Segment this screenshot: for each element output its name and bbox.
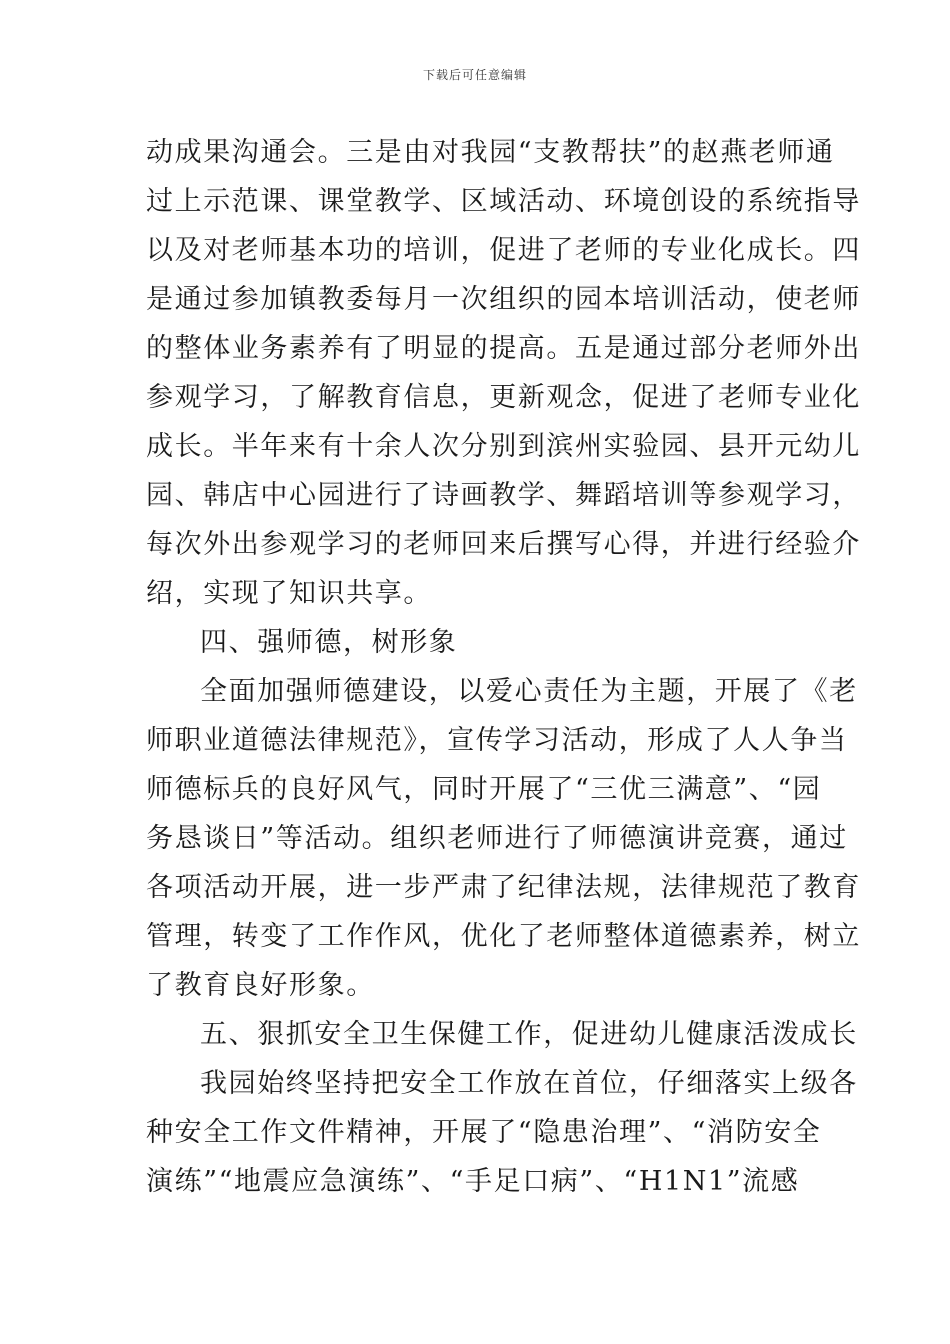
header-note: 下载后可任意编辑 [422,68,527,82]
text-line: 师职业道德法律规范》，宣传学习活动，形成了人人争当 [146,725,848,756]
text-line: 参观学习，了解教育信息，更新观念，促进了老师专业化 [146,382,861,413]
text-line: 各项活动开展，进一步严肃了纪律法规，法律规范了教育 [146,872,861,903]
paragraph-start: 全面加强师德建设，以爱心责任为主题，开展了《老 [200,676,858,707]
paragraph-start: 我园始终坚持把安全工作放在首位，仔细落实上级各 [200,1068,858,1099]
text-line: 过上示范课、课堂教学、区域活动、环境创设的系统指导 [146,186,861,217]
text-line: 以及对老师基本功的培训，促进了老师的专业化成长。四 [146,235,861,266]
section-heading: 五、狠抓安全卫生保健工作，促进幼儿健康活泼成长 [200,1019,858,1050]
section-heading: 四、强师德，树形象 [200,627,458,658]
document-body [146,128,861,1206]
text-line: 师德标兵的良好风气，同时开展了“三优三满意”、“园 [146,774,822,805]
text-line: 演练”“地震应急演练”、“手足口病”、“H1N1”流感 [146,1166,800,1197]
text-line: 种安全工作文件精神，开展了“隐患治理”、“消防安全 [146,1117,822,1148]
text-line: 园、韩店中心园进行了诗画教学、舞蹈培训等参观学习， [146,480,861,511]
text-line: 绍，实现了知识共享。 [146,578,432,609]
text-line: 动成果沟通会。三是由对我园“支教帮扶”的赵燕老师通 [146,137,835,168]
text-line: 管理，转变了工作作风，优化了老师整体道德素养，树立 [146,921,861,952]
text-line: 务恳谈日”等活动。组织老师进行了师德演讲竞赛，通过 [146,823,848,854]
text-line: 了教育良好形象。 [146,970,375,1001]
text-line: 的整体业务素养有了明显的提高。五是通过部分老师外出 [146,333,861,364]
text-line: 每次外出参观学习的老师回来后撰写心得，并进行经验介 [146,529,861,560]
text-line: 成长。半年来有十余人次分别到滨州实验园、县开元幼儿 [146,431,861,462]
text-line: 是通过参加镇教委每月一次组织的园本培训活动，使老师 [146,284,861,315]
